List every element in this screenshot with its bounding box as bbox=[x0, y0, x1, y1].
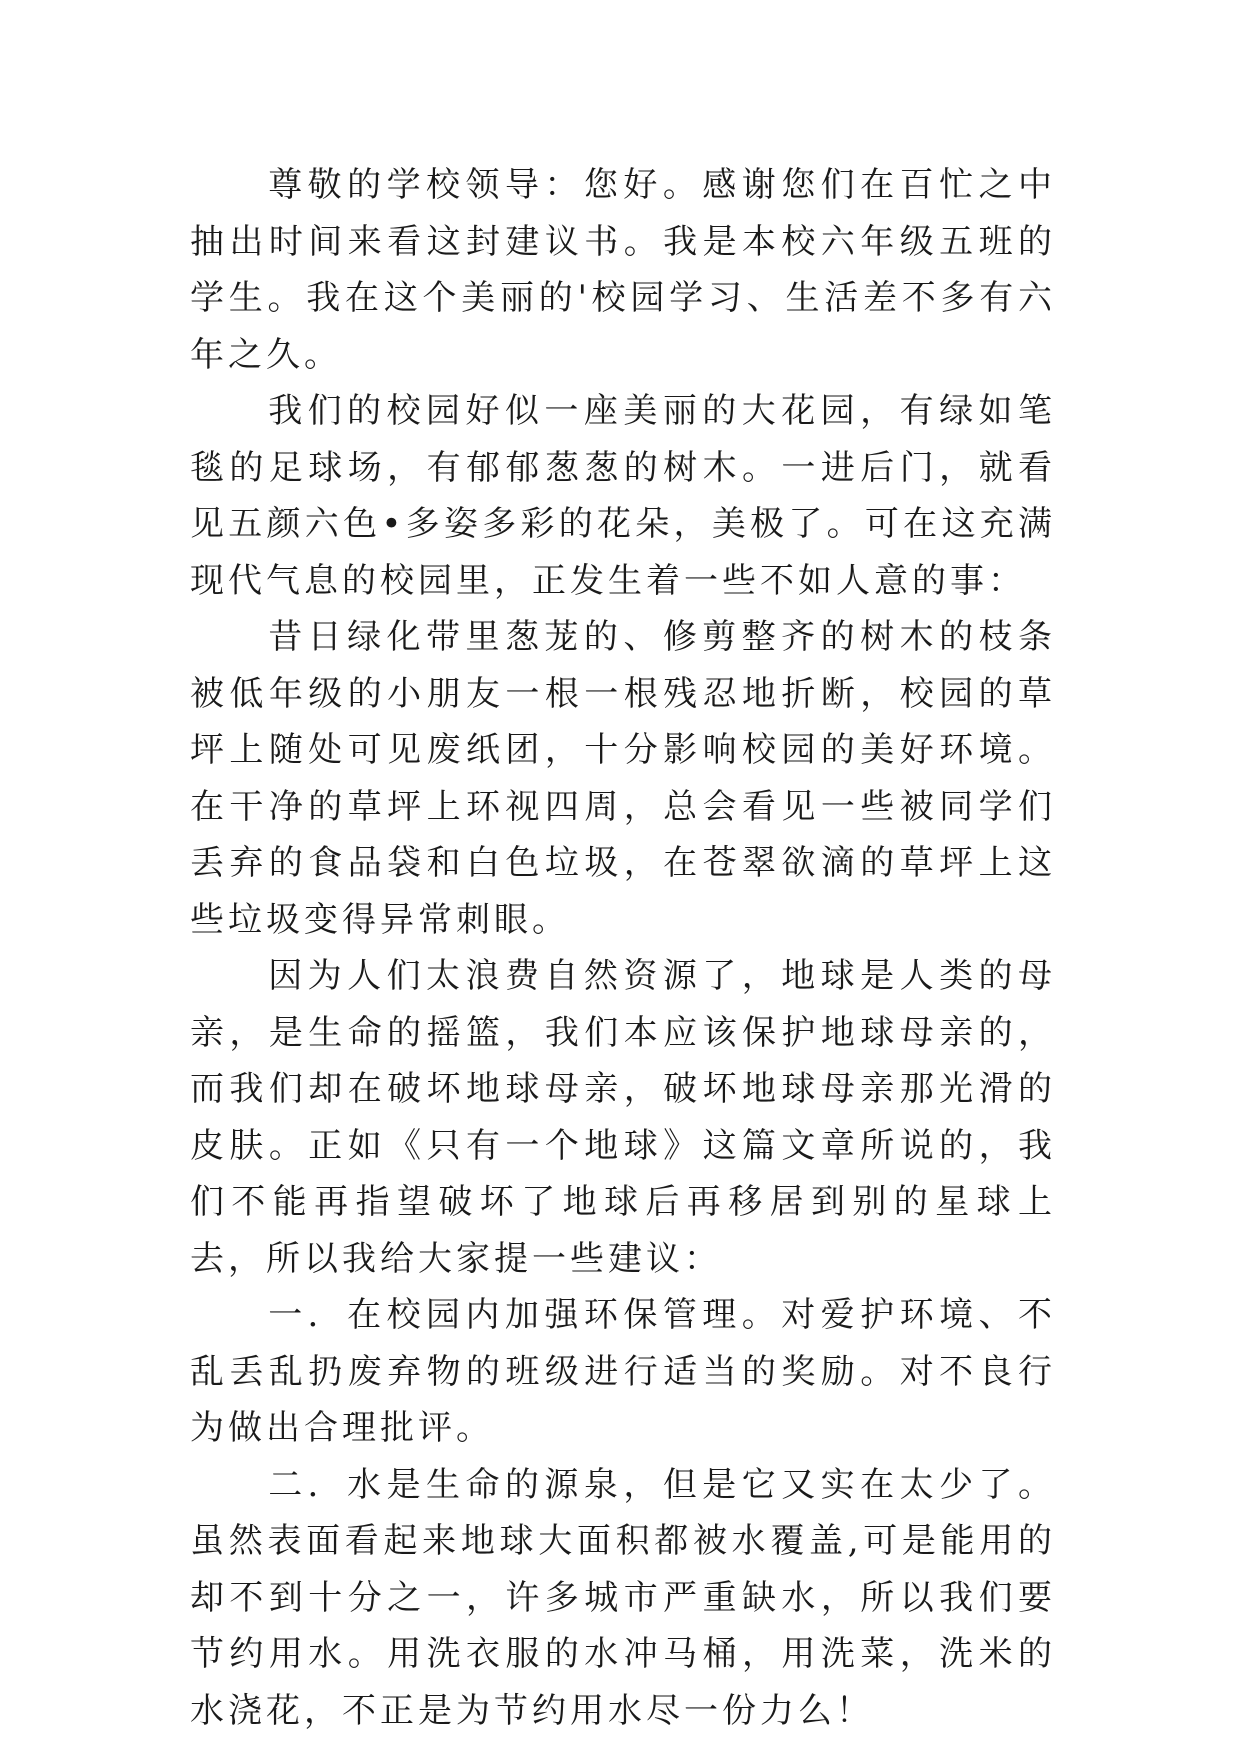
paragraph-campus-description: 我们的校园好似一座美丽的大花园，有绿如笔毯的足球场，有郁郁葱葱的树木。一进后门，就看见五颜六色•多姿多彩的花朵，美极了。可在这充满现代气息的校园里，正发生着一些不如人意的事： bbox=[190, 391, 1056, 601]
paragraph-suggestion-two: 二．水是生命的源泉，但是它又实在太少了。虽然表面看起来地球大面积都被水覆盖,可是能用的却不到十分之一，许多城市严重缺水，所以我们要节约用水。用洗衣服的水冲马桶，用洗菜，洗米的水浇花，不正是为节约用水尽一份力么！ bbox=[190, 1464, 1056, 1731]
paragraph-problems: 昔日绿化带里葱茏的、修剪整齐的树木的枝条被低年级的小朋友一根一根残忍地折断，校园的草坪上随处可见废纸团，十分影响校园的美好环境。在干净的草坪上环视四周，总会看见一些被同学们丢弃的食品袋和白色垃圾，在苍翠欲滴的草坪上这些垃圾变得异常刺眼。 bbox=[190, 617, 1056, 940]
paragraph-reason: 因为人们太浪费自然资源了，地球是人类的母亲，是生命的摇篮，我们本应该保护地球母亲的，而我们却在破坏地球母亲，破坏地球母亲那光滑的皮肤。正如《只有一个地球》这篇文章所说的，我们不能再指望破坏了地球后再移居到别的星球上去，所以我给大家提一些建议： bbox=[190, 956, 1056, 1279]
paragraph-greeting: 尊敬的学校领导：您好。感谢您们在百忙之中抽出时间来看这封建议书。我是本校六年级五班的学生。我在这个美丽的'校园学习、生活差不多有六年之久。 bbox=[190, 165, 1056, 375]
paragraph-suggestion-one: 一．在校园内加强环保管理。对爱护环境、不乱丢乱扔废弃物的班级进行适当的奖励。对不良行为做出合理批评。 bbox=[190, 1295, 1056, 1448]
document-body bbox=[190, 157, 1056, 1739]
